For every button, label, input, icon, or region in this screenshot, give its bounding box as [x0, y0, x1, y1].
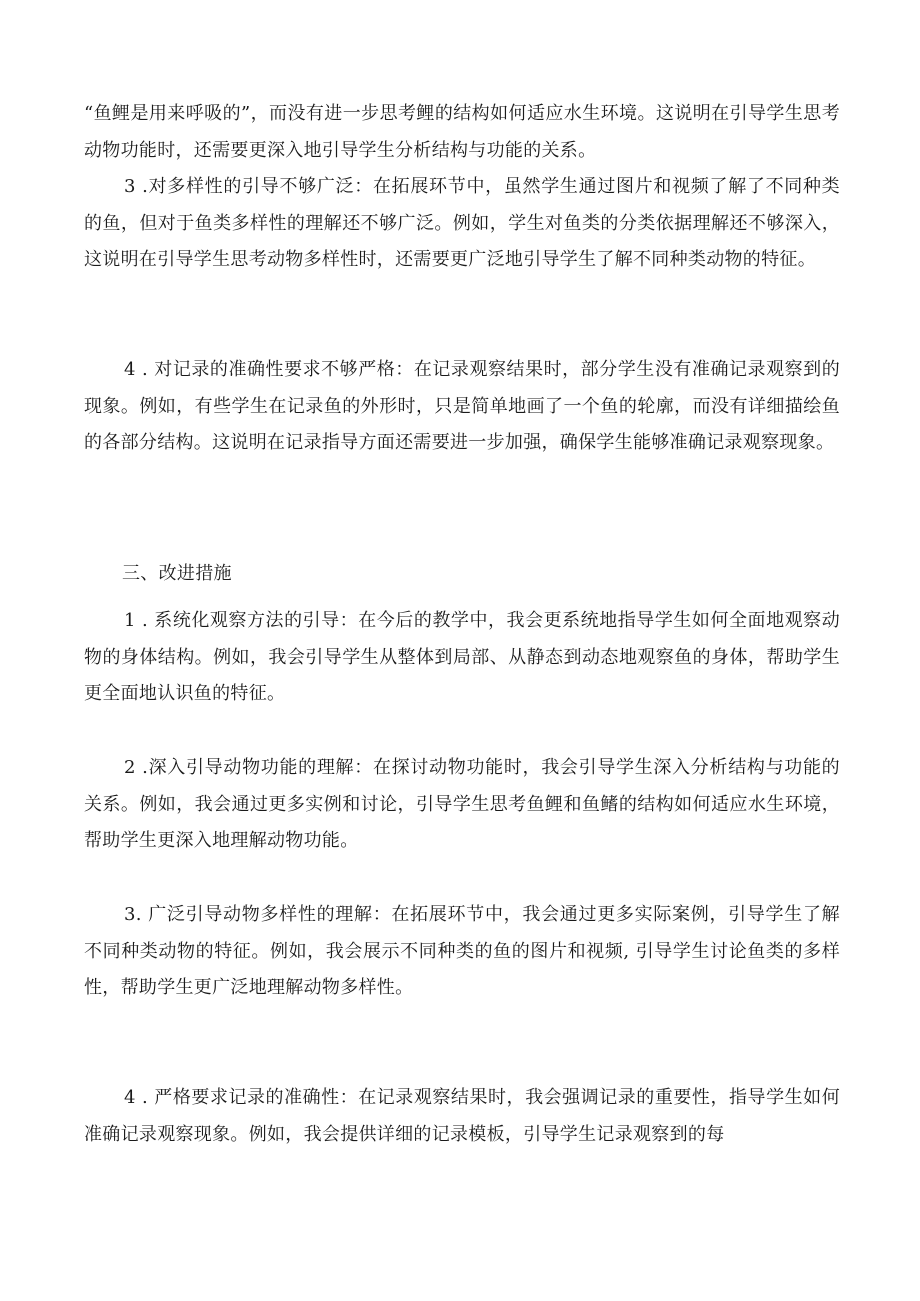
paragraph-improvement-3: 3. 广泛引导动物多样性的理解：在拓展环节中，我会通过更多实际案例，引导学生了解不同种类动物的特征。例如，我会展示不同种类的鱼的图片和视频, 引导学生讨论鱼类的多样性，帮助学生更广泛地理解动物多样性。: [84, 904, 840, 998]
section-heading-improvements: 三、改进措施: [122, 563, 232, 584]
paragraph-continuation: “鱼鲤是用来呼吸的”，而没有进一步思考鲤的结构如何适应水生环境。这说明在引导学生思考动物功能时，还需要更深入地引导学生分析结构与功能的关系。: [84, 103, 840, 161]
paragraph-point-3-diversity: 3 .对多样性的引导不够广泛：在拓展环节中，虽然学生通过图片和视频了解了不同种类的鱼，但对于鱼类多样性的理解还不够广泛。例如，学生对鱼类的分类依据理解还不够深入，这说明在引导学生思考动物多样性时，还需要更广泛地引导学生了解不同种类动物的特征。: [84, 176, 840, 270]
paragraph-improvement-4: 4 . 严格要求记录的准确性：在记录观察结果时，我会强调记录的重要性，指导学生如何准确记录观察现象。例如，我会提供详细的记录模板，引导学生记录观察到的每: [84, 1087, 840, 1145]
paragraph-improvement-1: 1 . 系统化观察方法的引导：在今后的教学中，我会更系统地指导学生如何全面地观察动物的身体结构。例如，我会引导学生从整体到局部、从静态到动态地观察鱼的身体，帮助学生更全面地认识鱼的特征。: [84, 610, 840, 704]
paragraph-improvement-2: 2 .深入引导动物功能的理解：在探讨动物功能时，我会引导学生深入分析结构与功能的关系。例如，我会通过更多实例和讨论，引导学生思考鱼鲤和鱼鳍的结构如何适应水生环境，帮助学生更深入地理解动物功能。: [84, 757, 840, 851]
paragraph-point-4-recording: 4 . 对记录的准确性要求不够严格：在记录观察结果时，部分学生没有准确记录观察到的现象。例如，有些学生在记录鱼的外形时，只是简单地画了一个鱼的轮廓，而没有详细描绘鱼的各部分结构。这说明在记录指导方面还需要进一步加强，确保学生能够准确记录观察现象。: [84, 359, 840, 453]
